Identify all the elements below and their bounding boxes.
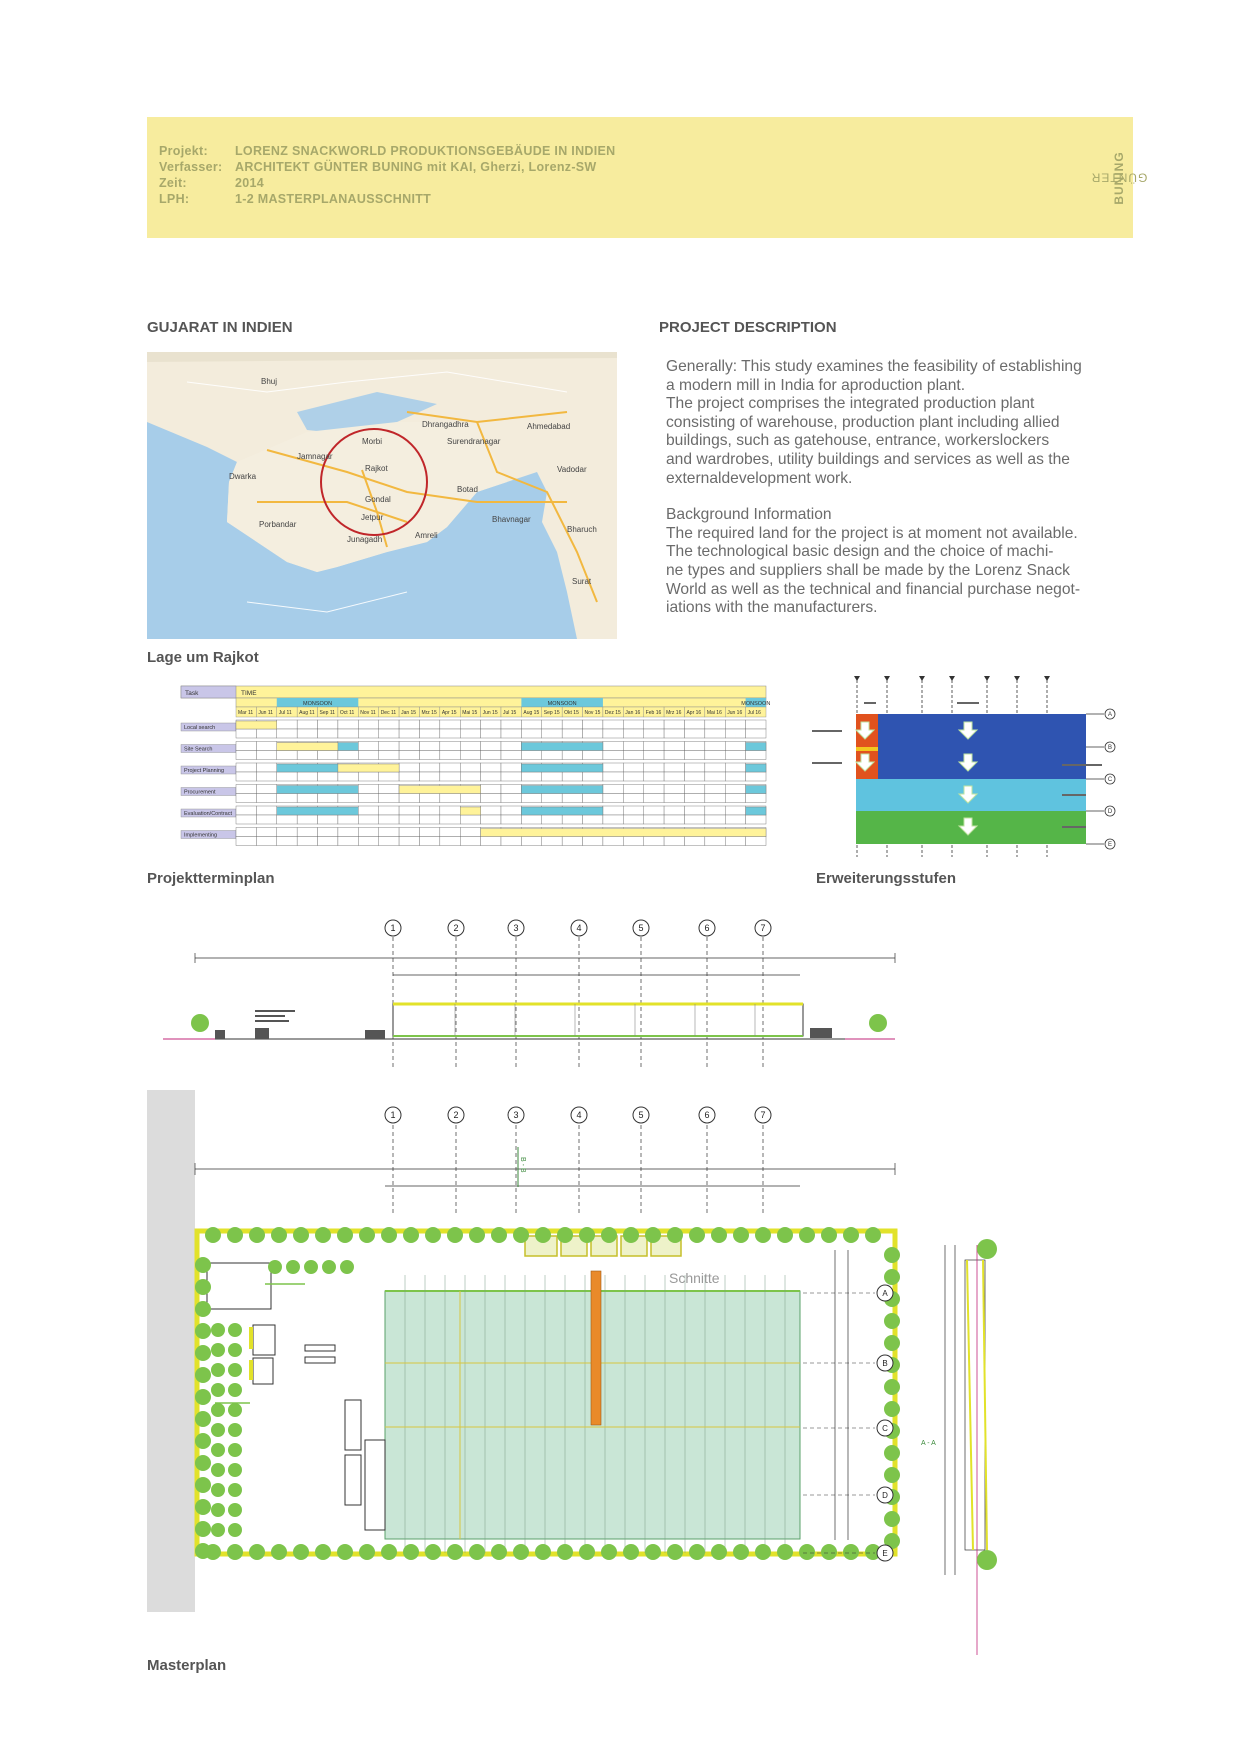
plan-axis-number: 1 bbox=[390, 1110, 396, 1120]
map-place: Morbi bbox=[362, 437, 383, 446]
gantt-bar bbox=[277, 807, 359, 815]
stage-axis-label: E bbox=[1107, 842, 1113, 848]
description-line: a modern mill in India for aproduction plant. bbox=[666, 376, 966, 394]
description-line: and wardrobes, utility buildings and services as well as the bbox=[666, 450, 1070, 468]
map-place: Vadodar bbox=[557, 465, 587, 474]
plan-axis-number: 3 bbox=[513, 1110, 519, 1120]
gantt-month-label: Apr 15 bbox=[441, 710, 457, 716]
plan-axis-number: 6 bbox=[704, 1110, 710, 1120]
description-line: Generally: This study examines the feasibility of establishing bbox=[666, 358, 1082, 375]
plan-axis-number: 2 bbox=[453, 1110, 459, 1120]
description-line: externaldevelopment work. bbox=[666, 469, 853, 487]
map-place: Surendranagar bbox=[447, 437, 501, 446]
stage-axis-label: D bbox=[1107, 809, 1113, 815]
gantt-task-header: Task bbox=[185, 690, 199, 697]
plan-axis-letter: E bbox=[882, 1549, 888, 1558]
gantt-month-label: Aug 15 bbox=[523, 710, 540, 716]
elevation-axis-number: 2 bbox=[453, 923, 459, 933]
plan-axis-number: 4 bbox=[576, 1110, 582, 1120]
gantt-month-label: Dec 11 bbox=[380, 710, 397, 716]
gujarat-map bbox=[147, 352, 617, 639]
gantt-monsoon-label: MONSOON bbox=[547, 701, 577, 707]
map-place: Ahmedabad bbox=[527, 422, 571, 431]
gantt-month-label: Jul 16 bbox=[747, 710, 761, 716]
gantt-month-label: Jul 15 bbox=[503, 710, 517, 716]
plan-schnitte-label: Schnitte bbox=[669, 1270, 720, 1286]
gantt-month-label: Nov 15 bbox=[584, 710, 601, 716]
header-row-time: Zeit: 2014 bbox=[159, 176, 265, 190]
gantt-task-label: Evaluation/Contract bbox=[184, 811, 232, 817]
gantt-month-label: Jun 15 bbox=[482, 710, 498, 716]
description-body bbox=[666, 358, 1146, 618]
project-schedule bbox=[181, 686, 771, 849]
brand-logo: GÜNTER BUNING bbox=[1090, 150, 1148, 205]
map-place: Porbandar bbox=[259, 520, 297, 529]
gantt-bar bbox=[521, 807, 603, 815]
map-place: Jetpur bbox=[361, 513, 384, 522]
gantt-bar bbox=[746, 807, 766, 815]
map-place: Botad bbox=[457, 485, 478, 494]
gantt-monsoon-label: MONSOON bbox=[741, 701, 771, 707]
plan-axis-number: 7 bbox=[760, 1110, 766, 1120]
gantt-monsoon-label: MONSOON bbox=[303, 701, 333, 707]
description-title: PROJECT DESCRIPTION bbox=[659, 319, 837, 336]
map-place: Bhavnagar bbox=[492, 515, 531, 524]
plan-axis-number: 5 bbox=[638, 1110, 644, 1120]
description-line: The required land for the project is at moment not available. bbox=[666, 524, 1078, 542]
stage-axis-label: C bbox=[1107, 777, 1113, 783]
stage-axis-label: B bbox=[1107, 745, 1113, 751]
description-line: iations with the manufacturers. bbox=[666, 599, 878, 617]
map-place: Rajkot bbox=[365, 464, 388, 473]
gantt-month-label: Mar 11 bbox=[238, 710, 254, 716]
map-place: Gondal bbox=[365, 495, 391, 504]
gantt-bar bbox=[277, 786, 359, 794]
map-place: Bhuj bbox=[261, 377, 278, 386]
gantt-task-label: Project Planning bbox=[184, 768, 225, 774]
map-place: Bharuch bbox=[567, 525, 597, 534]
gantt-month-label: Feb 16 bbox=[645, 710, 662, 716]
gantt-bar bbox=[746, 764, 766, 772]
expansion-stages-diagram bbox=[812, 672, 1122, 857]
gantt-month-label: Jun 16 bbox=[727, 710, 743, 716]
gantt-bar bbox=[481, 829, 766, 837]
elevation-axis-number: 6 bbox=[704, 923, 710, 933]
gantt-bar bbox=[521, 786, 603, 794]
gantt-month-label: Mai 16 bbox=[706, 710, 722, 716]
description-line: World as well as the technical and financial purchase negot- bbox=[666, 580, 1081, 598]
elevation-axis-number: 4 bbox=[576, 923, 582, 933]
map-place: Surat bbox=[572, 577, 592, 586]
gantt-month-label: Sep 15 bbox=[543, 710, 560, 716]
gantt-bar bbox=[521, 764, 603, 772]
gantt-task-label: Procurement bbox=[184, 789, 216, 796]
gantt-bar bbox=[460, 807, 480, 815]
description-line: The technological basic design and the choice of machi- bbox=[666, 543, 1054, 561]
gantt-bar bbox=[338, 764, 399, 772]
gantt-month-label: Dez 15 bbox=[604, 710, 621, 716]
gantt-month-label: Sep 11 bbox=[319, 710, 336, 716]
plan-axis-letter: A bbox=[882, 1289, 888, 1298]
plan-axis-letter: C bbox=[882, 1424, 888, 1433]
map-place: Junagadh bbox=[347, 535, 383, 544]
stage-axis-label: A bbox=[1107, 712, 1113, 718]
description-line: buildings, such as gatehouse, entrance, workerslockers bbox=[666, 432, 1050, 450]
description-line: Background Information bbox=[666, 506, 832, 524]
gantt-month-label: Jul 11 bbox=[278, 710, 292, 716]
section-elevation-drawing bbox=[155, 920, 900, 1090]
map-place: Amreli bbox=[415, 531, 438, 540]
gantt-bar bbox=[746, 786, 766, 794]
elevation-axis-number: 3 bbox=[513, 923, 519, 933]
gantt-month-label: Mrz 15 bbox=[421, 710, 437, 716]
plan-axis-letter: D bbox=[882, 1491, 888, 1500]
gantt-month-label: Aug 11 bbox=[299, 710, 315, 716]
gantt-bar bbox=[746, 743, 766, 751]
gantt-bar bbox=[236, 721, 277, 729]
gantt-month-label: Mrz 16 bbox=[666, 710, 682, 716]
header-row-author: Verfasser: ARCHITEKT GÜNTER BUNING mit KAI, Gherzi, Lorenz-SW bbox=[159, 160, 597, 174]
gantt-task-label: Implementing bbox=[184, 832, 218, 839]
schedule-caption: Projektterminplan bbox=[147, 870, 275, 887]
gantt-time-header: TIME bbox=[241, 690, 257, 697]
gantt-bar bbox=[277, 743, 338, 751]
gantt-month-label: Okt 15 bbox=[564, 710, 579, 716]
description-line: ne types and suppliers shall be made by the Lorenz Snack bbox=[666, 561, 1070, 579]
gantt-task-label: Local search bbox=[184, 725, 216, 731]
gantt-month-label: Jan 16 bbox=[625, 710, 641, 716]
header-row-lph: LPH: 1-2 MASTERPLANAUSSCHNITT bbox=[159, 192, 432, 206]
gantt-task-label: Site Search bbox=[184, 746, 213, 753]
gantt-month-label: Oct 11 bbox=[339, 710, 355, 716]
header-row-project: Projekt: LORENZ SNACKWORLD PRODUKTIONSGEBÄUDE IN INDIEN bbox=[159, 144, 616, 158]
gantt-month-label: Jan 15 bbox=[401, 710, 417, 716]
gantt-bar bbox=[521, 743, 603, 751]
masterplan-caption: Masterplan bbox=[147, 1657, 227, 1674]
elevation-axis-number: 1 bbox=[390, 923, 396, 933]
map-place: Dhrangadhra bbox=[422, 420, 469, 429]
map-place: Dwarka bbox=[229, 472, 257, 481]
map-place: Jamnagar bbox=[297, 452, 333, 461]
header-band bbox=[147, 117, 1148, 238]
plan-axis-letter: B bbox=[882, 1359, 888, 1368]
map-caption: Lage um Rajkot bbox=[147, 649, 259, 666]
description-line: The project comprises the integrated production plant bbox=[666, 395, 1035, 413]
gantt-month-label: Mai 15 bbox=[462, 710, 478, 716]
description-line: consisting of warehouse, production plant including allied bbox=[666, 413, 1060, 431]
gantt-month-label: Jun 11 bbox=[258, 710, 274, 716]
gantt-month-label: Apr 16 bbox=[686, 710, 702, 716]
gantt-month-label: Nov 11 bbox=[360, 710, 376, 716]
plan-aa-label: A - A bbox=[921, 1440, 936, 1447]
masterplan-drawing bbox=[155, 1095, 1155, 1655]
elevation-axis-number: 7 bbox=[760, 923, 766, 933]
elevation-axis-number: 5 bbox=[638, 923, 644, 933]
gantt-bar bbox=[399, 786, 481, 794]
stages-caption: Erweiterungsstufen bbox=[816, 870, 957, 887]
map-title: GUJARAT IN INDIEN bbox=[147, 319, 293, 336]
plan-bb-label: B - B bbox=[519, 1157, 526, 1173]
